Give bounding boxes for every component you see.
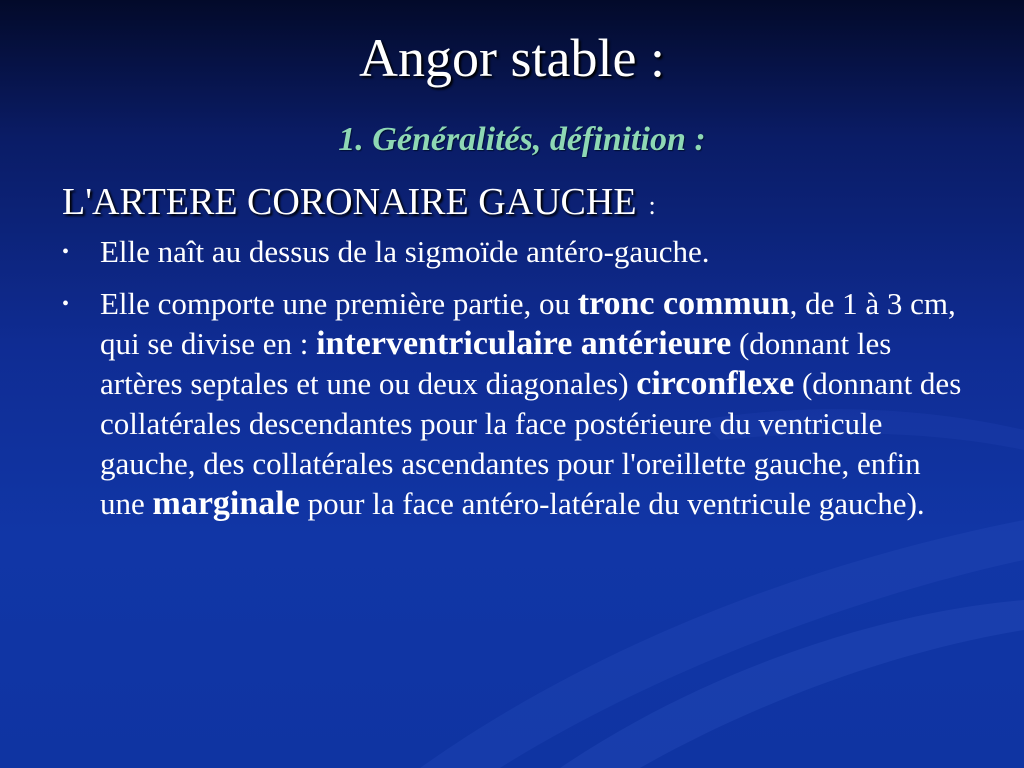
- bullet-marker: •: [62, 293, 70, 315]
- bullet-item: [62, 232, 962, 272]
- slide-subtitle: 1. Généralités, définition :: [338, 121, 706, 158]
- bullet-text-part: pour la face antéro-latérale du ventricule gauche).: [299, 486, 925, 521]
- slide-title: Angor stable :: [359, 28, 665, 88]
- bullet-text-part: Elle comporte une première partie, ou: [100, 286, 578, 321]
- section-heading-text: L'ARTERE CORONAIRE GAUCHE: [62, 181, 637, 223]
- term-marginale: marginale: [152, 485, 300, 522]
- bullet-marker: •: [62, 241, 70, 263]
- bullet-list: [62, 232, 962, 536]
- bullet-text: Elle naît au dessus de la sigmoïde antéro-gauche.: [100, 234, 710, 269]
- term-tronc-commun: tronc commun: [577, 285, 790, 322]
- bullet-item: [62, 284, 962, 524]
- term-circonflexe: circonflexe: [636, 365, 795, 402]
- bullet-text-part: (donnant les artères septales et une ou deux diagonales): [100, 326, 892, 401]
- section-heading-colon: :: [648, 191, 656, 220]
- term-interventriculaire-anterieure: interventriculaire antérieure: [316, 325, 732, 362]
- bullet-text-part: (donnant des collatérales descendantes pour la face postérieure du ventricule gauche, des collatérales ascendantes pour l'oreillette gauche, enfin une: [100, 366, 962, 521]
- section-heading: [62, 178, 656, 230]
- bullet-text-part: , de 1 à 3 cm, qui se divise en :: [100, 286, 956, 361]
